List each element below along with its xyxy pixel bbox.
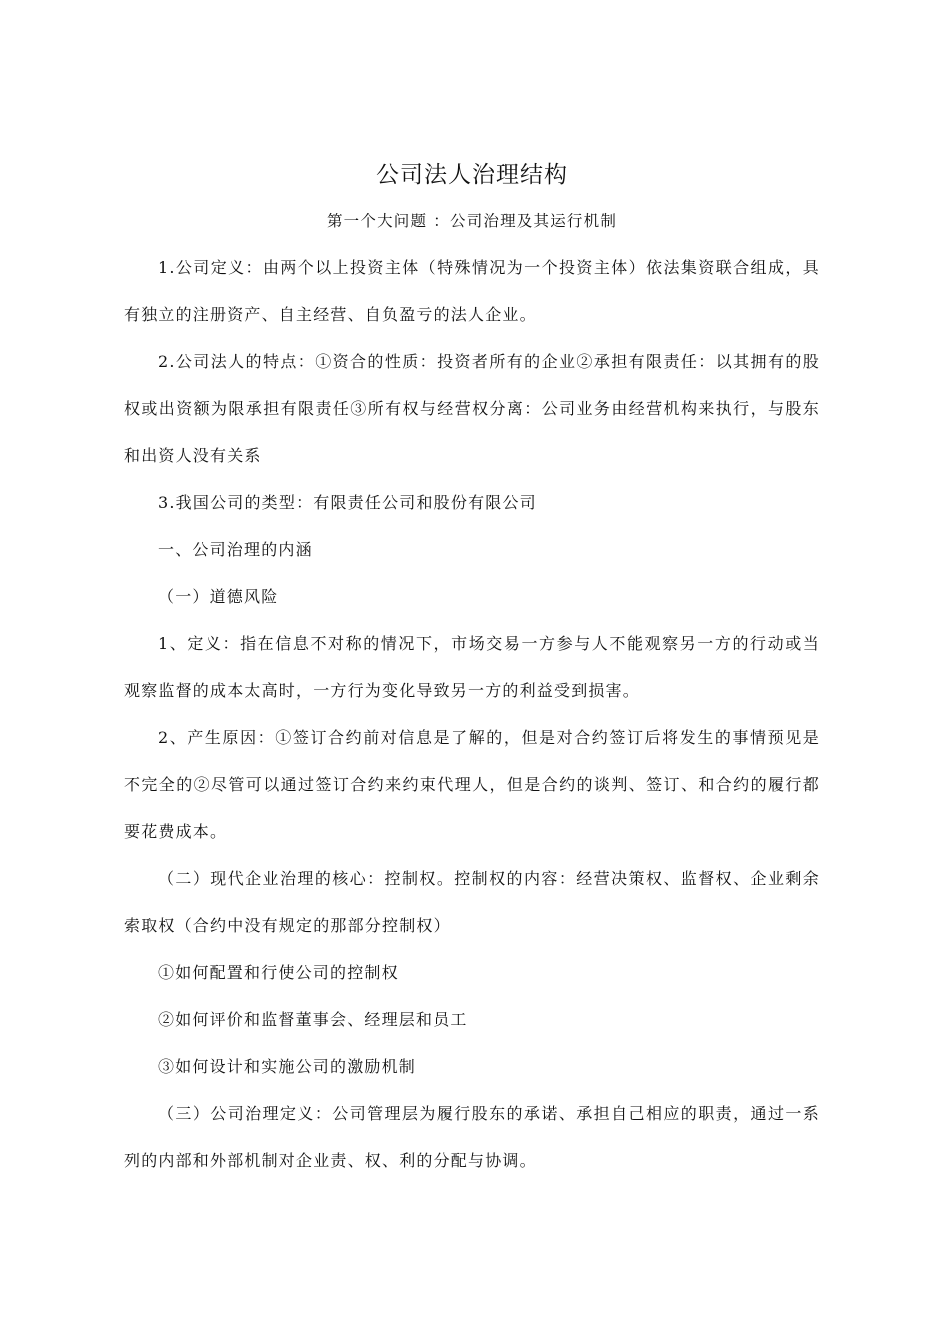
document-body xyxy=(124,152,820,1184)
document-title: 公司法人治理结构 xyxy=(376,162,568,188)
paragraph-governance-definition: （三）公司治理定义：公司管理层为履行股东的承诺、承担自己相应的职责，通过一系列的内部和外部机制对企业责、权、利的分配与协调。 xyxy=(124,1104,820,1170)
paragraph-moral-hazard-definition: 1、定义：指在信息不对称的情况下，市场交易一方参与人不能观察另一方的行动或当观察监督的成本太高时，一方行为变化导致另一方的利益受到损害。 xyxy=(124,634,820,700)
paragraph-company-features: 2.公司法人的特点：①资合的性质：投资者所有的企业②承担有限责任：以其拥有的股权或出资额为限承担有限责任③所有权与经营权分离：公司业务由经营机构来执行，与股东和出资人没有关系 xyxy=(124,352,820,465)
list-item-incentive-design: ③如何设计和实施公司的激励机制 xyxy=(158,1057,417,1076)
subsection-heading-moral-hazard: （一）道德风险 xyxy=(158,587,279,606)
document-subtitle: 第一个大问题 ：公司治理及其运行机制 xyxy=(326,212,618,230)
section-heading-governance: 一、公司治理的内涵 xyxy=(158,540,313,559)
paragraph-moral-hazard-causes: 2、产生原因：①签订合约前对信息是了解的，但是对合约签订后将发生的事情预见是不完全的②尽管可以通过签订合约来约束代理人，但是合约的谈判、签订、和合约的履行都要花费成本。 xyxy=(124,728,820,841)
list-item-control-allocation: ①如何配置和行使公司的控制权 xyxy=(158,963,399,982)
list-item-board-evaluation: ②如何评价和监督董事会、经理层和员工 xyxy=(158,1010,468,1029)
paragraph-company-types: 3.我国公司的类型：有限责任公司和股份有限公司 xyxy=(158,493,537,512)
paragraph-company-definition: 1.公司定义：由两个以上投资主体（特殊情况为一个投资主体）依法集资联合组成，具有独立的注册资产、自主经营、自负盈亏的法人企业。 xyxy=(124,258,820,324)
paragraph-control-rights: （二）现代企业治理的核心：控制权。控制权的内容：经营决策权、监督权、企业剩余索取权（合约中没有规定的那部分控制权） xyxy=(124,869,820,935)
